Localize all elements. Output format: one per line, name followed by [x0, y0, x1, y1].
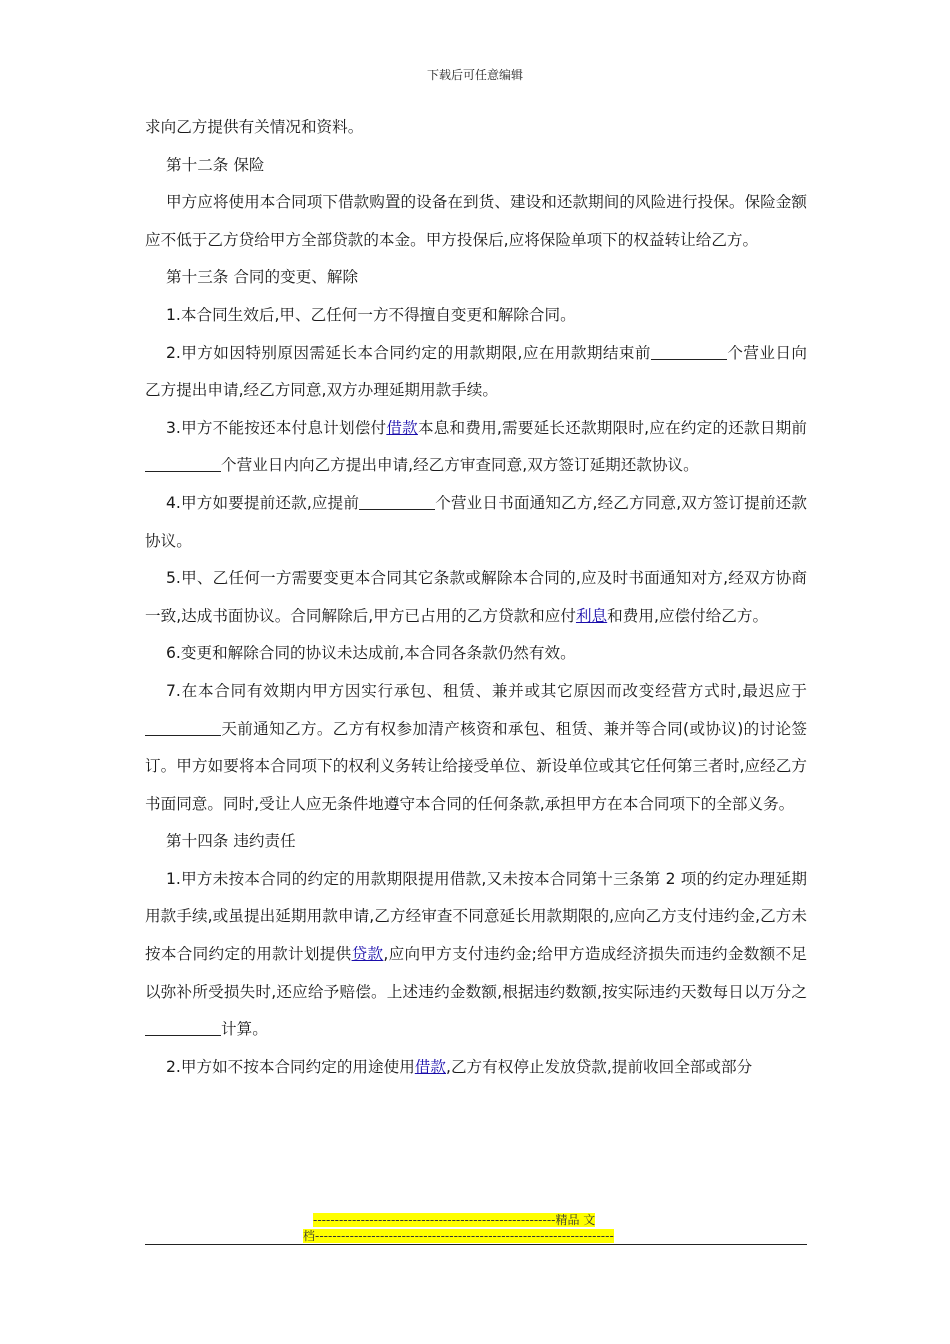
loan-link[interactable]: 借款 — [414, 1057, 446, 1076]
clause-text: 1.甲方未按本合同的约定的用款期限提用借款,又未按本合同第十三条第 2 项的约定办理延期用款手续,或虽提出延期用款申请,乙方经审查不同意延长用款期限的,应向乙方支付违约金,乙方未按本合同约定的用款计划提供 — [145, 869, 807, 964]
clause-text: 7.在本合同有效期内甲方因实行承包、租赁、兼并或其它原因而改变经营方式时,最迟应于 — [166, 681, 807, 700]
article-13-clause-4 — [145, 485, 807, 560]
footer-divider — [145, 1244, 807, 1245]
loan-link[interactable]: 贷款 — [351, 945, 384, 964]
fill-in-blank[interactable] — [359, 492, 435, 510]
article-13-clause-6: 6.变更和解除合同的协议未达成前,本合同各条款仍然有效。 — [166, 644, 576, 663]
clause-text: ,应向甲方支付违约金;给甲方造成经济损失而违约金数额不足以弥补所受损失时,还应给予赔偿。上述违约金数额,根据违约数额,按实际违约天数每日以万分之 — [145, 945, 807, 1001]
article-12-text: 甲方应将使用本合同项下借款购置的设备在到货、建设和还款期间的风险进行投保。保险金额应不低于乙方贷给甲方全部贷款的本金。甲方投保后,应将保险单项下的权益转让给乙方。 — [145, 193, 807, 249]
clause-text: ,乙方有权停止发放贷款,提前收回全部或部分 — [446, 1057, 753, 1076]
footer-watermark — [303, 1212, 649, 1244]
article-13-clause-1: 1.本合同生效后,甲、乙任何一方不得擅自变更和解除合同。 — [166, 305, 576, 324]
footer-line-1: --------------------------------------------------------精品 文 — [313, 1213, 596, 1227]
article-14-clause-1 — [145, 861, 807, 1049]
loan-link[interactable]: 借款 — [386, 418, 418, 437]
clause-text: 本息和费用,需要延长还款期限时,应在约定的还款日期前 — [417, 418, 807, 437]
article-13-clause-7 — [145, 673, 807, 823]
fill-in-blank[interactable] — [651, 341, 727, 359]
clause-text: 4.甲方如要提前还款,应提前 — [166, 493, 360, 512]
fill-in-blank[interactable] — [145, 717, 221, 735]
article-14-clause-2 — [145, 1049, 807, 1087]
article-12-heading: 第十二条 保险 — [166, 155, 265, 174]
clause-text: 2.甲方如因特别原因需延长本合同约定的用款期限,应在用款期结束前 — [166, 343, 651, 362]
clause-text: 个营业日内向乙方提出申请,经乙方审查同意,双方签订延期还款协议。 — [221, 456, 699, 475]
article-13-heading: 第十三条 合同的变更、解除 — [166, 268, 359, 287]
footer-line-2: 档--------------------------------------------------------------------- — [303, 1229, 614, 1243]
clause-text: 和费用,应偿付给乙方。 — [607, 606, 769, 625]
clause-text: 个营业日向乙方提出申请,经乙方同意,双方办理延期用款手续。 — [145, 343, 807, 400]
clause-text: 5.甲、乙任何一方需要变更本合同其它条款或解除本合同的,应及时书面通知对方,经双方协商一致,达成书面协议。合同解除后,甲方已占用的乙方贷款和应付 — [145, 569, 807, 625]
document-body — [145, 109, 807, 1086]
paragraph-continuation: 求向乙方提供有关情况和资料。 — [145, 118, 364, 136]
clause-text: 3.甲方不能按还本付息计划偿付 — [166, 418, 387, 437]
interest-link[interactable]: 利息 — [575, 606, 608, 625]
fill-in-blank[interactable] — [145, 1018, 221, 1036]
article-13-clause-3 — [145, 410, 807, 485]
article-13-clause-2 — [145, 335, 807, 410]
clause-text: 天前通知乙方。乙方有权参加清产核资和承包、租赁、兼并等合同(或协议)的讨论签订。甲方如要将本合同项下的权利义务转让给接受单位、新设单位或其它任何第三者时,应经乙方书面同意。同时,受让人应无条件地遵守本合同的任何条款,承担甲方在本合同项下的全部义务。 — [145, 719, 807, 813]
article-14-heading: 第十四条 违约责任 — [166, 832, 296, 851]
article-13-clause-5 — [145, 560, 807, 635]
clause-text: 个营业日书面通知乙方,经乙方同意,双方签订提前还款协议。 — [145, 493, 807, 550]
fill-in-blank[interactable] — [145, 454, 221, 472]
page-header: 下载后可任意编辑 — [426, 68, 523, 82]
clause-text: 2.甲方如不按本合同约定的用途使用 — [166, 1057, 415, 1076]
clause-text: 计算。 — [221, 1020, 268, 1039]
